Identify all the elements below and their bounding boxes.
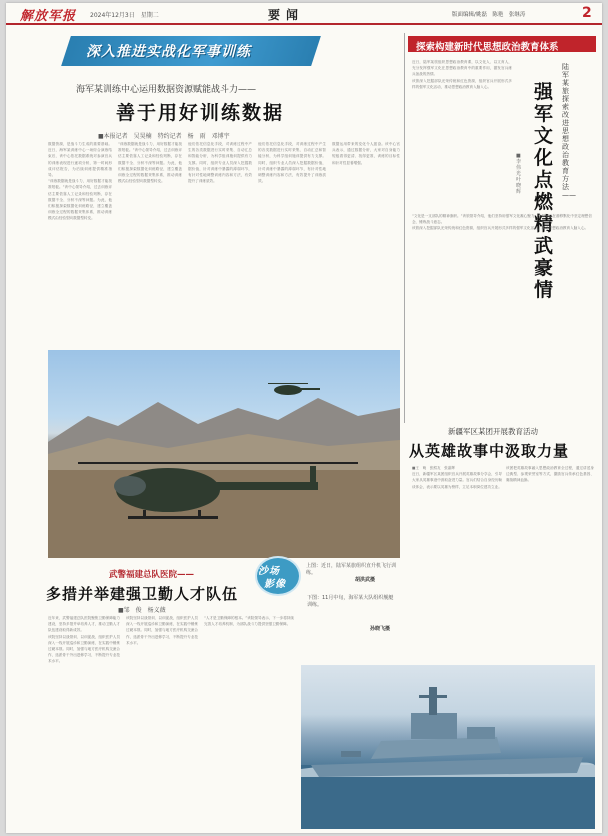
main-article-col-3 xyxy=(188,141,252,346)
side-article-title: 强军文化点燃精武豪情 xyxy=(534,81,554,301)
main-article-byline: ■本报记者 吴昊楠 特约记者 杨 雨 邓博宇 xyxy=(98,133,230,140)
helicopter-photo-svg xyxy=(48,350,400,558)
photo-feature-badge xyxy=(252,554,300,594)
photo-credit-top: 胡洪武摄 xyxy=(355,577,376,583)
lower-article-col-2 xyxy=(126,615,198,829)
side-article-paragraph: 近日，陆军某旅组织思想政治教育课，以文化人、以文育人，充分发挥强军文化在思想政治教育中的重要作用，激发官兵练兵备战的热情。 xyxy=(412,60,512,77)
side-article-byline: ■李伟光 叶晓辉 xyxy=(516,153,527,195)
side-article-col-1 xyxy=(412,59,512,209)
lower-article-paragraph: “人才是卫勤保障的根本。”该院领导表示，下一步将持续完善人才培养机制，为部队战斗力提供坚强卫勤保障。 xyxy=(204,616,294,627)
right-article-title: 从英雄故事中汲取力量 xyxy=(409,442,570,460)
photo-caption-top: 上图：近日，陆军某旅组织直升机飞行训练。 xyxy=(306,563,397,576)
badge-line-2: 影像 xyxy=(264,579,286,590)
main-article-paragraph: 数据资源，是战斗力生成的重要基础。近日，海军某训练中心一场综合演练结束后，该中心依托数据系统对参演官兵的训练表现进行逐项分析，第一时间形成评估报告，为后续训练提供精准指导。 xyxy=(48,142,112,178)
right-article-byline: ■王 萌 张熊友 张嘉辉 xyxy=(412,466,455,470)
photo-credit-bottom: 孙晓飞摄 xyxy=(370,626,391,632)
page-number: 2 xyxy=(582,5,592,21)
main-article-title: 善于用好训练数据 xyxy=(116,102,285,124)
lower-article-paragraph: 该院坚持以战领训、以训促战，组织医护人员深入一线开展巡诊和卫勤演练，在实践中锤炼过硬本领。同时，加强与地方医疗机构交流合作，选派骨干外出进修学习，不断提升专业技术水平。 xyxy=(48,634,120,664)
main-article-col-5 xyxy=(332,141,400,346)
page-header xyxy=(6,3,602,25)
main-article-paragraph: 数据运用带来的变化令人振奋。该中心官兵表示，通过数据分析，大家对自身能力短板看得更清、找得更准，训练的目标性和针对性显著增强。 xyxy=(332,142,400,165)
main-article-col-4 xyxy=(258,141,326,346)
right-article-col-2 xyxy=(506,465,594,660)
right-article-col-1 xyxy=(412,465,502,660)
lower-article-paragraph: 近年来，武警福建总队医院聚焦卫勤保障能力建设，坚持多措并举培养人才，推动卫勤人才队伍建设取得新成效。 xyxy=(48,616,120,633)
lower-article-title: 多措并举建强卫勤人才队伍 xyxy=(46,585,239,603)
right-article-kicker: 新疆军区某团开展教育活动 xyxy=(448,427,538,436)
lower-article-byline: ■邹 俊 杨义薇 xyxy=(118,607,166,614)
main-article-paragraph: 他们依托信息化手段，对训练过程中产生的各类数据进行实时采集、自动汇总和智能分析，为科学组训施训提供有力支撑。同时，组织专业人员深入挖掘数据价值，针对训练中暴露的薄弱环节，有针对性地调整训练内容和方法，有效提升了训练质效。 xyxy=(188,142,252,184)
lower-article-col-3 xyxy=(204,615,294,829)
lower-article-kicker: 武警福建总队医院—— xyxy=(109,570,195,580)
main-article-col-1 xyxy=(48,141,112,346)
helicopter-photo xyxy=(48,350,400,558)
main-article-col-2 xyxy=(118,141,182,346)
side-article-paragraph: 该旅深入挖掘部队光荣传统和红色资源，组织官兵开展形式多样的强军文化活动，推动思想政治教育入脑入心。 xyxy=(412,226,589,231)
right-article-paragraph: 近日，新疆军区某团组织官兵开展英雄故事分享会，引导大家从英雄事迹中汲取奋进力量。官兵们结合自身经历畅谈体会，表示要以英雄为榜样，立足本职岗位建功立业。 xyxy=(412,472,502,489)
editor-credits: 版面编辑/姚磊 陈艳 张继涛 xyxy=(452,12,526,18)
main-article-paragraph: “训练数据就是战斗力，用好数据才能找准短板。”该中心领导介绍，过去训练评估主要依靠人工记录和经验判断，存在数据不全、分析不深等问题。为此，他们积极探索数据化训练路径，建立覆盖训练全过程的数据采集体系，推动训练模式由经验型向数据型转变。 xyxy=(118,142,182,184)
badge-line-1: 沙场 xyxy=(258,566,280,577)
photo-caption-bottom: 下图：11月中旬，海军某大队组织舰艇训练。 xyxy=(307,595,394,608)
main-article-paragraph: “训练数据就是战斗力，用好数据才能找准短板。”该中心领导介绍，过去训练评估主要依靠人工记录和经验判断，存在数据不全、分析不深等问题。为此，他们积极探索数据化训练路径，建立覆盖训练全过程的数据采集体系，推动训练模式由经验型向数据型转变。 xyxy=(48,179,112,221)
newspaper-page xyxy=(6,3,602,833)
warship-photo-svg xyxy=(301,665,595,829)
right-article-paragraph: 该团把英雄故事融入思想政治教育全过程，通过讲述身边典型、参观荣誉室等方式，激励官兵传承红色基因、赓续精神血脉。 xyxy=(506,466,594,483)
main-article-kicker: 海军某训练中心运用数据资源赋能战斗力—— xyxy=(76,85,257,95)
section-name: 要闻 xyxy=(268,8,305,22)
side-article-subtitle: 陆军某旅探索改进思想政治教育方法—— xyxy=(562,63,576,199)
issue-date: 2024年12月3日 星期二 xyxy=(90,12,159,19)
side-column-header: 探索构建新时代思想政治教育体系 xyxy=(416,42,559,53)
main-article-paragraph: 他们依托信息化手段，对训练过程中产生的各类数据进行实时采集、自动汇总和智能分析，为科学组训施训提供有力支撑。同时，组织专业人员深入挖掘数据价值，针对训练中暴露的薄弱环节，有针对性地调整训练内容和方法，有效提升了训练质效。 xyxy=(258,142,326,184)
column-divider xyxy=(404,33,405,423)
newspaper-logo: 解放军报 xyxy=(20,9,77,24)
side-article-col-2 xyxy=(412,213,592,413)
lower-article-paragraph: 该院坚持以战领训、以训促战，组织医护人员深入一线开展巡诊和卫勤演练，在实践中锤炼过硬本领。同时，加强与地方医疗机构交流合作，选派骨干外出进修学习，不断提升专业技术水平。 xyxy=(126,616,198,645)
warship-photo xyxy=(301,665,595,829)
warship xyxy=(311,687,583,777)
lower-article-col-1 xyxy=(48,615,120,829)
side-article-paragraph: 该旅深入挖掘部队光荣传统和红色资源，组织官兵开展形式多样的强军文化活动，推动思想政治教育入脑入心。 xyxy=(412,78,512,89)
series-banner-text: 深入推进实战化军事训练 xyxy=(86,44,251,60)
small-helicopter xyxy=(268,383,320,395)
side-article-paragraph: “文化是一支部队的精神旗帜。”该旅领导介绍，他们坚持用强军文化凝心聚力，引导官兵在潜移默化中坚定理想信念、锤炼战斗意志。 xyxy=(412,214,592,225)
